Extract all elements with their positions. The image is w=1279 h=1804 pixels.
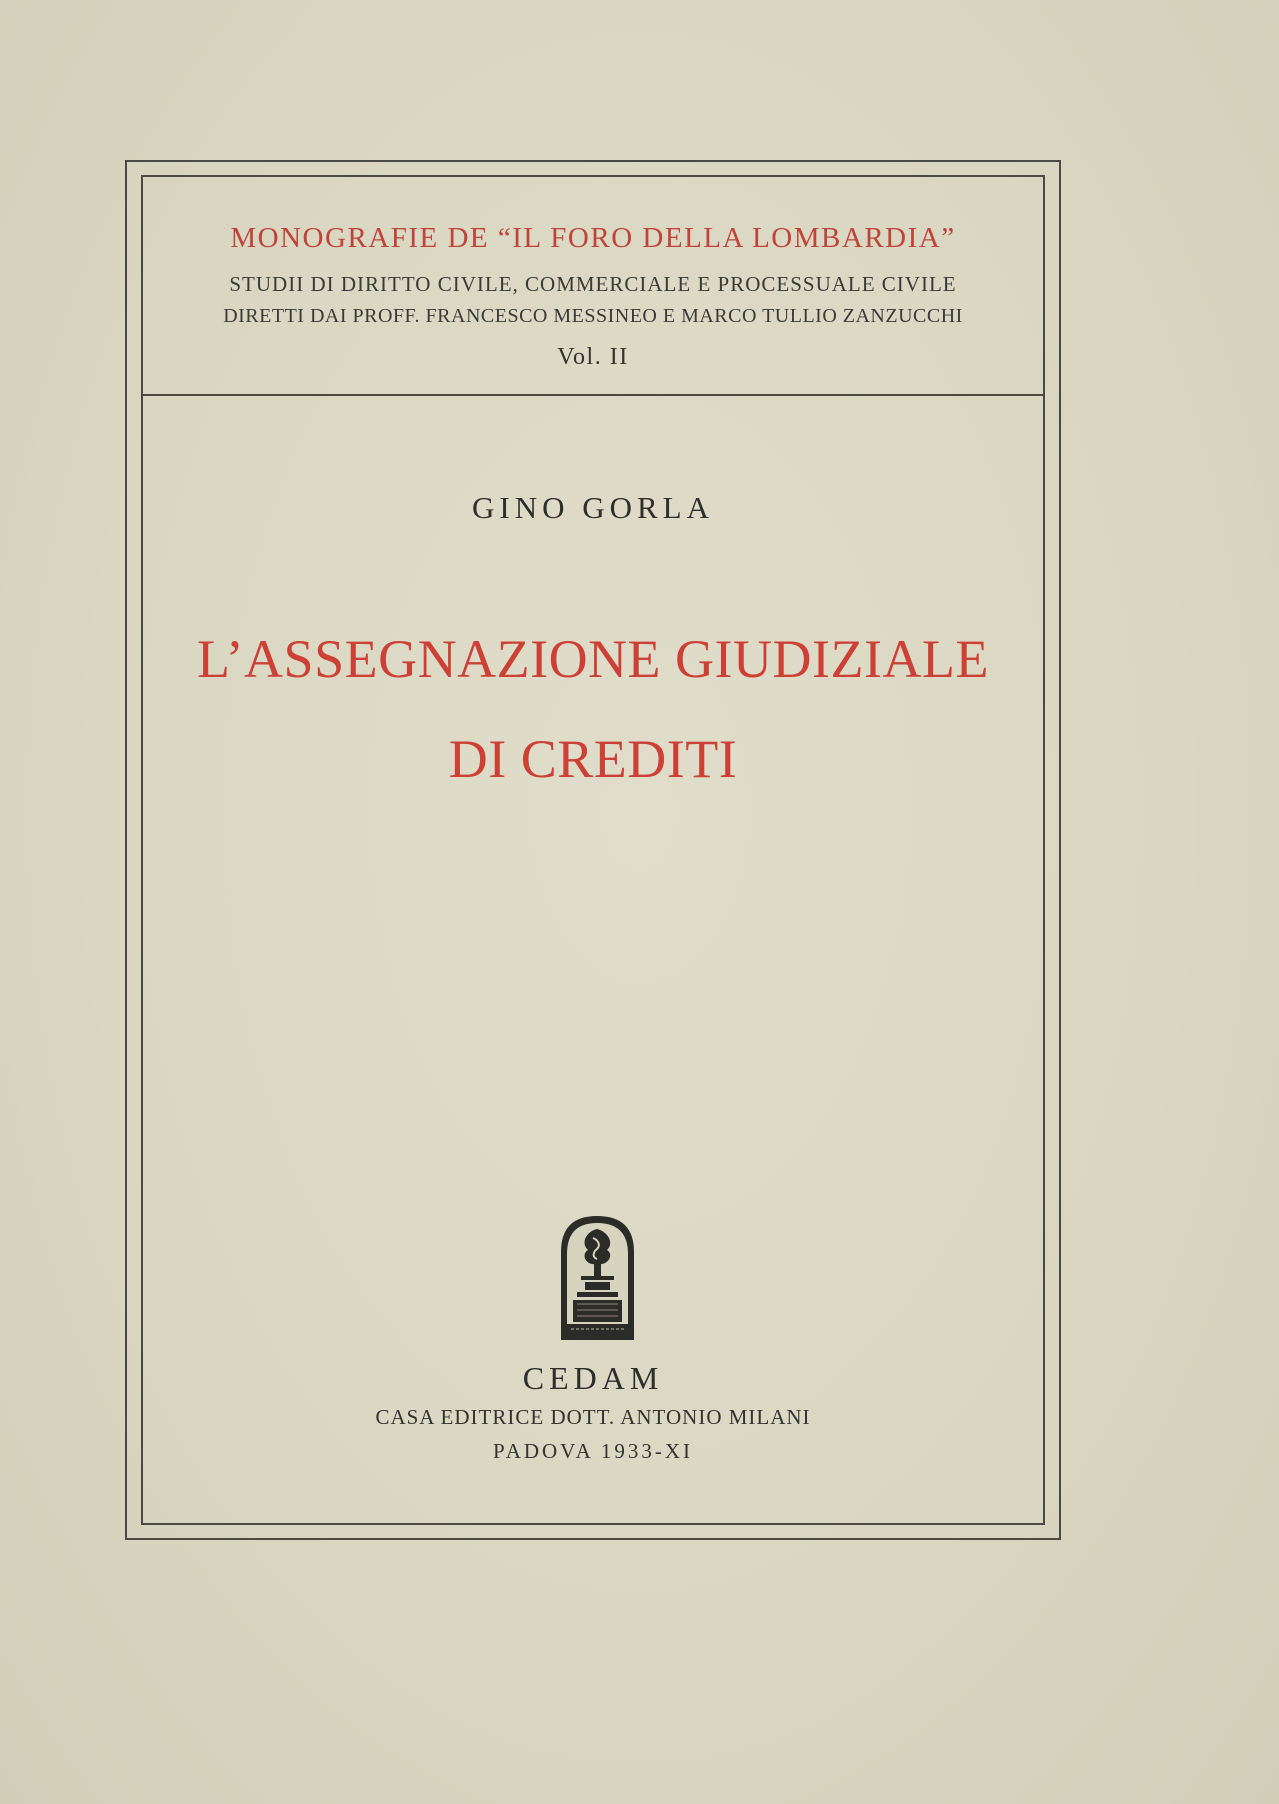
author-name: GINO GORLA: [471, 490, 714, 525]
volume-number: Vol. II: [557, 344, 629, 370]
publisher-full-name: CASA EDITRICE DOTT. ANTONIO MILANI: [375, 1405, 811, 1429]
series-title: MONOGRAFIE DE “IL FORO DELLA LOMBARDIA”: [230, 222, 956, 254]
cedam-printer-mark-icon: [555, 1212, 640, 1342]
book-title-line-2: DI CREDITI: [448, 729, 738, 789]
header-divider: [141, 394, 1045, 396]
series-subtitle: STUDII DI DIRITTO CIVILE, COMMERCIALE E PROCESSUALE CIVILE: [229, 272, 957, 296]
publication-place-date: PADOVA 1933-XI: [492, 1439, 694, 1463]
series-directors: DIRETTI DAI PROFF. FRANCESCO MESSINEO E MARCO TULLIO ZANZUCCHI: [223, 305, 963, 327]
book-title-line-1: L’ASSEGNAZIONE GIUDIZIALE: [197, 629, 989, 689]
publisher-name: CEDAM: [522, 1360, 664, 1396]
